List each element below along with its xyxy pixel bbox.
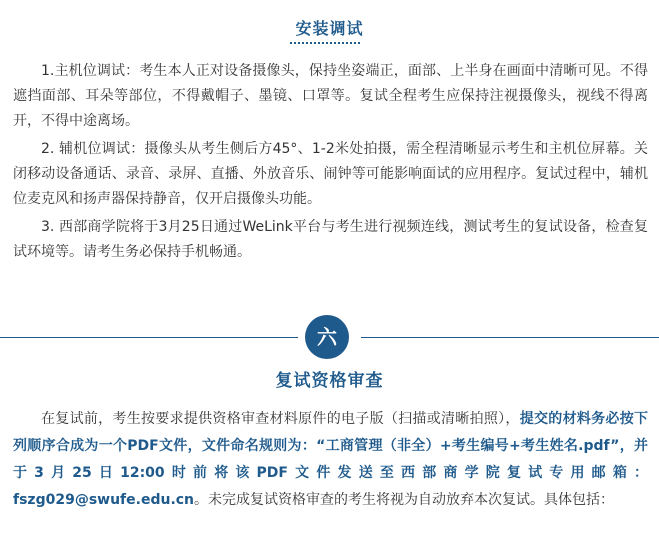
paragraph-qualification-review — [13, 406, 648, 514]
title-underline — [290, 42, 360, 44]
paragraph-device-test: 3. 西部商学院将于3月25日通过WeLink平台与考生进行视频连线，测试考生的复试设备，检查复试环境等。请考生务必保持手机畅通。 — [13, 219, 648, 260]
divider-left — [0, 337, 298, 338]
tail-text: 。未完成复试资格审查的考生将视为自动放弃本次复试。具体包括： — [194, 492, 615, 508]
section-number-badge: 六 — [305, 315, 349, 359]
divider-right — [361, 337, 659, 338]
section-title-installation: 安装调试 — [295, 19, 364, 38]
email-link[interactable]: fszg029@swufe.edu.cn — [13, 492, 195, 508]
intro-text: 在复试前，考生按要求提供资格审查材料原件的电子版（扫描或清晰拍照）， — [41, 411, 520, 427]
submission-rules-text: 提交的材料务必按下列顺序合成为一个PDF文件，文件命名规则为：“工商管理（非全）+考生编号+考生姓名.pdf”，并于3月25日12:00时前将该PDF文件发送至西部商学院复试专用邮箱： — [13, 411, 649, 481]
paragraph-aux-camera: 2. 辅机位调试：摄像头从考生侧后方45°、1-2米处拍摄，需全程清晰显示考生和主机位屏幕。关闭移动设备通话、录音、录屏、直播、外放音乐、闹钟等可能影响面试的应用程序。复试过程中，辅机位麦克风和扬声器保持静音，仅开启摄像头功能。 — [13, 141, 648, 207]
paragraph-main-camera: 1.主机位调试：考生本人正对设备摄像头，保持坐姿端正，面部、上半身在画面中清晰可见。不得遮挡面部、耳朵等部位，不得戴帽子、墨镜、口罩等。复试全程考生应保持注视摄像头，视线不得离开，不得中途离场。 — [13, 63, 648, 129]
section-title-qualification-review: 复试资格审查 — [275, 371, 384, 391]
